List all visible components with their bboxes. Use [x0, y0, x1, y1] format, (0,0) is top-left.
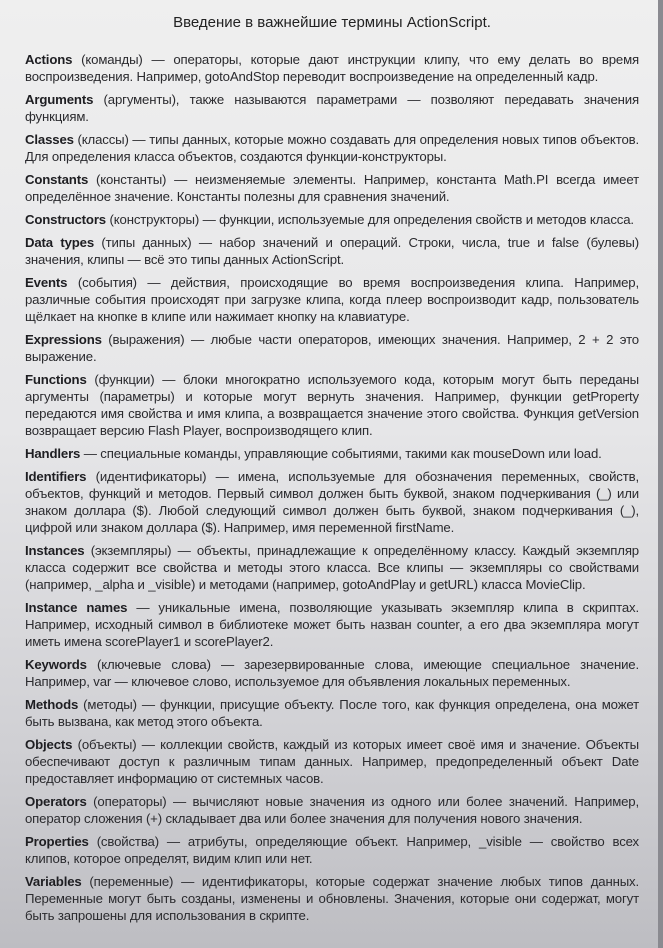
- glossary-entry: [25, 873, 639, 924]
- glossary-term: Properties: [25, 834, 89, 849]
- glossary-term: Arguments: [25, 92, 94, 107]
- glossary-term: Constants: [25, 172, 89, 187]
- document-page: [25, 14, 639, 930]
- glossary-term: Expressions: [25, 332, 102, 347]
- glossary-entry: [25, 833, 639, 867]
- glossary-definition: (типы данных) — набор значений и операций. Строки, числа, true и false (булевы) значения, клипы — всё это типы данных ActionScript.: [25, 235, 640, 267]
- glossary-definition: (команды) — операторы, которые дают инструкции клипу, что ему делать во время воспроизведения. Например, gotoAndStop переводит воспроизведение на определенный кадр.: [25, 52, 639, 84]
- glossary-definition: (объекты) — коллекции свойств, каждый из которых имеет своё имя и значение. Объекты обеспечивают доступ к различным типам данных. Например, предопределенный объект Date предоставляет информацию от системных часов.: [25, 737, 639, 786]
- glossary-definition: (операторы) — вычисляют новые значения из одного или более значений. Например, оператор сложения (+) складывает два или более значения для получения нового значения.: [25, 794, 639, 826]
- glossary-definition: (аргументы), также называются параметрами — позволяют передавать значения функциям.: [25, 92, 639, 124]
- glossary-list: [25, 51, 639, 924]
- glossary-term: Handlers: [25, 446, 81, 461]
- glossary-definition: (выражения) — любые части операторов, имеющих значения. Например, 2 + 2 это выражение.: [25, 332, 639, 364]
- document-title: Введение в важнейшие термины ActionScript.: [173, 14, 491, 31]
- glossary-definition: (методы) — функции, присущие объекту. После того, как функция определена, она может быть вызвана, как метод этого объекта.: [25, 697, 639, 729]
- glossary-definition: (функции) — блоки многократно используемого кода, которым могут быть переданы аргументы (параметры) и которые могут вернуть значения. Например, функции getProperty передаются имя свойства и имя клипа, а возвращается значение этого свойства. Функция getVersion возвращает версию Flash Player, воспроизводящего клип.: [25, 372, 639, 438]
- glossary-term: Constructors: [25, 212, 106, 227]
- glossary-definition: — специальные команды, управляющие событиями, такими как mouseDown или load.: [80, 446, 602, 461]
- glossary-entry: [25, 696, 639, 730]
- glossary-entry: [25, 51, 639, 85]
- glossary-entry: [25, 656, 639, 690]
- glossary-definition: (события) — действия, происходящие во время воспроизведения клипа. Например, различные события происходят при загрузке клипа, когда плеер воспроизводит кадр, пользователь щёлкает на кнопке в клипе или нажимает кнопку на клавиатуре.: [25, 275, 639, 324]
- glossary-entry: [25, 274, 639, 325]
- glossary-term: Classes: [25, 132, 74, 147]
- glossary-entry: [25, 371, 639, 439]
- glossary-definition: (экземпляры) — объекты, принадлежащие к определённому классу. Каждый экземпляр класса содержит все свойства и методы этого класса. Все клипы — экземпляры со свойствами (например, _alpha и _visible) и методами (например, gotoAndPlay и getURL) класса MovieClip.: [25, 543, 639, 592]
- glossary-definition: (константы) — неизменяемые элементы. Например, константа Math.PI всегда имеет определённое значение. Константы полезны для сравнения значений.: [25, 172, 639, 204]
- glossary-definition: (идентификаторы) — имена, используемые для обозначения переменных, свойств, объектов, функций и методов. Первый символ должен быть буквой, знаком подчеркивания (_) или знаком доллара ($). Любой следующий символ должен быть буквой, знаком подчеркивания (_), цифрой или знаком доллара ($). Например, имя переменной firstName.: [25, 469, 639, 535]
- glossary-entry: [25, 599, 639, 650]
- glossary-term: Keywords: [25, 657, 87, 672]
- glossary-definition: (конструкторы) — функции, используемые для определения свойств и методов класса.: [106, 212, 634, 227]
- glossary-entry: [25, 331, 639, 365]
- glossary-entry: [25, 211, 639, 228]
- glossary-entry: [25, 234, 639, 268]
- glossary-definition: (ключевые слова) — зарезервированные слова, имеющие специальное значение. Например, var — ключевое слово, используемое для объявления локальных переменных.: [25, 657, 639, 689]
- glossary-term: Events: [25, 275, 68, 290]
- glossary-term: Objects: [25, 737, 73, 752]
- glossary-definition: (свойства) — атрибуты, определяющие объект. Например, _visible — свойство всех клипов, которое определят, видим клип или нет.: [25, 834, 639, 866]
- glossary-definition: (классы) — типы данных, которые можно создавать для определения новых типов объектов. Для определения класса объектов, создаются функции-конструкторы.: [25, 132, 639, 164]
- glossary-term: Data types: [25, 235, 95, 250]
- glossary-entry: [25, 171, 639, 205]
- glossary-term: Instance names: [25, 600, 128, 615]
- page-edge-shadow: [658, 0, 663, 948]
- glossary-term: Methods: [25, 697, 79, 712]
- glossary-entry: [25, 468, 639, 536]
- glossary-term: Instances: [25, 543, 85, 558]
- glossary-term: Functions: [25, 372, 87, 387]
- glossary-term: Actions: [25, 52, 73, 67]
- glossary-term: Operators: [25, 794, 87, 809]
- glossary-entry: [25, 91, 639, 125]
- glossary-definition: (переменные) — идентификаторы, которые содержат значение любых типов данных. Переменные могут быть созданы, изменены и обновлены. Значения, которые они содержат, могут быть запрошены для использования в скрипте.: [25, 874, 639, 923]
- glossary-entry: [25, 131, 639, 165]
- glossary-entry: [25, 736, 639, 787]
- glossary-term: Variables: [25, 874, 82, 889]
- glossary-definition: — уникальные имена, позволяющие указывать экземпляр клипа в скриптах. Например, исходный символ в библиотеке может быть назван counter, а его два экземпляра могут иметь имена scorePlayer1 и scorePlayer2.: [25, 600, 639, 649]
- glossary-entry: [25, 542, 639, 593]
- glossary-term: Identifiers: [25, 469, 87, 484]
- glossary-entry: [25, 445, 639, 462]
- glossary-entry: [25, 793, 639, 827]
